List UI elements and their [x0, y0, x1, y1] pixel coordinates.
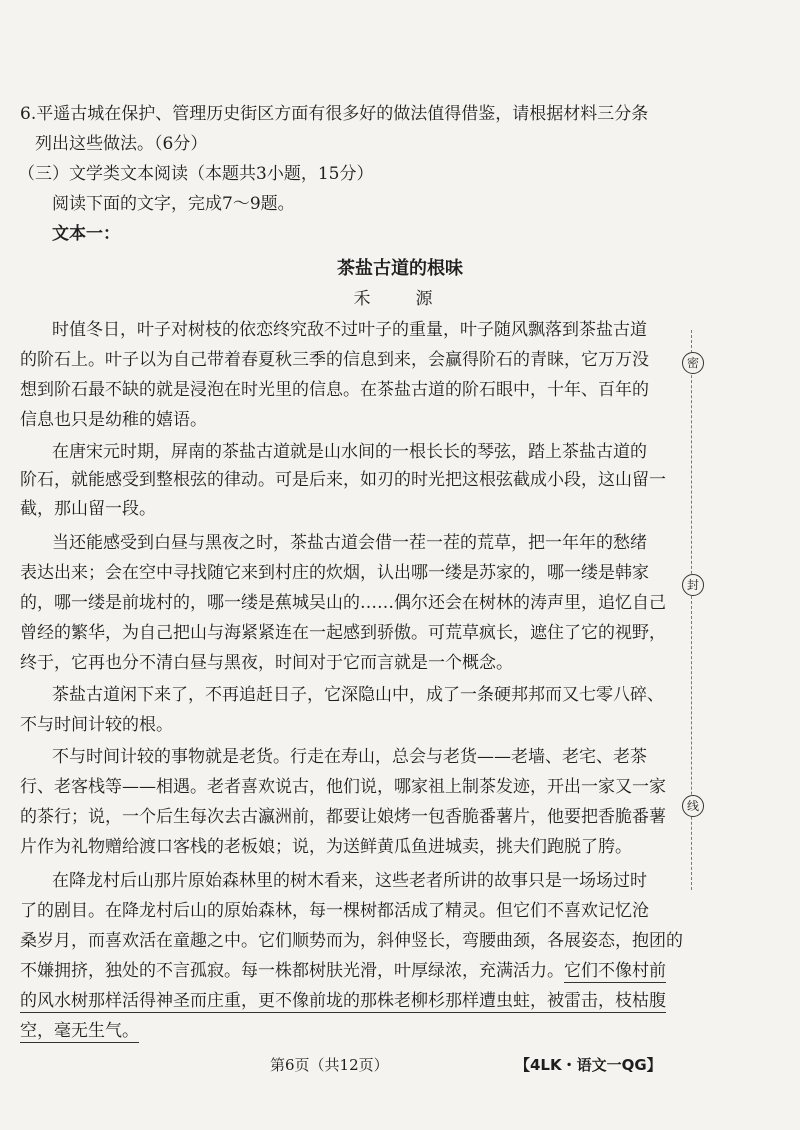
paragraph-6-line: 了的剧目。在降龙村后山的原始森林，每一棵树都活成了精灵。但它们不喜欢记忆沧 — [20, 901, 649, 921]
paragraph-5-line: 片作为礼物赠给渡口客栈的老板娘；说，为送鲜黄瓜鱼进城卖，挑夫们跑脱了胯。 — [20, 837, 632, 857]
question-6-line-1: 6.平遥古城在保护、管理历史街区方面有很多好的做法值得借鉴，请根据材料三分条 — [20, 104, 649, 124]
seal-mark-mi: 密 — [682, 352, 704, 374]
section-heading: （三）文学类文本阅读（本题共3小题，15分） — [18, 164, 374, 184]
paragraph-1-line: 想到阶石最不缺的就是浸泡在时光里的信息。在茶盐古道的阶石眼中，十年、百年的 — [20, 380, 649, 400]
paragraph-2-line: 截，那山留一段。 — [20, 499, 156, 519]
paragraph-1-line: 信息也只是幼稚的嬉语。 — [20, 410, 207, 430]
paragraph-3-line: 的，哪一缕是前垅村的，哪一缕是蕉城吴山的……偶尔还会在树林的涛声里，追忆自己 — [20, 593, 666, 613]
text-one-label: 文本一： — [52, 224, 120, 244]
paragraph-3-line: 终于，它再也分不清白昼与黑夜，时间对于它而言就是一个概念。 — [20, 653, 513, 673]
seal-mark-xian: 线 — [682, 795, 704, 817]
paragraph-6-line — [0, 959, 800, 983]
underlined-text: 空，毫无生气。 — [20, 1021, 139, 1041]
page-footer — [0, 1052, 800, 1078]
paragraph-6-line — [0, 989, 800, 1013]
paragraph-6-line — [0, 1019, 800, 1043]
paragraph-4-line: 不与时间计较的根。 — [20, 715, 173, 735]
paragraph-1-line: 时值冬日，叶子对树枝的依恋终究敌不过叶子的重量，叶子随风飘落到茶盐古道 — [52, 320, 647, 340]
underlined-text: 的风水树那样活得神圣而庄重，更不像前垅的那株老柳杉那样遭虫蛀，被雷击，枝枯腹 — [20, 991, 666, 1011]
paragraph-2-line: 阶石，就能感受到整根弦的律动。可是后来，如刃的时光把这根弦截成小段，这山留一 — [20, 470, 666, 490]
paragraph-5-line: 的茶行；说，一个后生每次去古瀛洲前，都要让娘烤一包香脆番薯片，他要把香脆番薯 — [20, 807, 666, 827]
underlined-text: 它们不像村前 — [564, 961, 666, 981]
article-author: 禾 源 — [353, 289, 447, 309]
paragraph-1-line: 的阶石上。叶子以为自己带着春夏秋三季的信息到来，会赢得阶石的青睐，它万万没 — [20, 350, 649, 370]
paragraph-5-line: 行、老客栈等——相遇。老者喜欢说古，他们说，哪家祖上制茶发迹，开出一家又一家 — [20, 777, 666, 797]
article-title: 茶盐古道的根味 — [337, 258, 463, 279]
paragraph-5-line: 不与时间计较的事物就是老货。行走在寿山，总会与老货——老墙、老宅、老茶 — [52, 747, 647, 767]
plain-text: 不嫌拥挤，独处的不言孤寂。每一株都树肤光滑，叶厚绿浓，充满活力。 — [20, 961, 564, 981]
question-6-line-2: 列出这些做法。（6分） — [35, 134, 208, 154]
paragraph-6-line: 桑岁月，而喜欢活在童趣之中。它们顺势而为，斜伸竖长，弯腰曲颈，各展姿态，抱团的 — [20, 931, 683, 951]
exam-code: 【4LK・语文一QG】 — [515, 1056, 662, 1074]
paragraph-6-line: 在降龙村后山那片原始森林里的树木看来，这些老者所讲的故事只是一场场过时 — [52, 871, 647, 891]
paragraph-3-line: 曾经的繁华，为自己把山与海紧紧连在一起感到骄傲。可荒草疯长，遮住了它的视野， — [20, 623, 666, 643]
seal-mark-feng: 封 — [682, 574, 704, 596]
page-number: 第6页（共12页） — [270, 1056, 389, 1074]
paragraph-4-line: 茶盐古道闲下来了，不再追赶日子，它深隐山中，成了一条硬邦邦而又七零八碎、 — [52, 685, 664, 705]
paragraph-3-line: 当还能感受到白昼与黑夜之时，茶盐古道会借一茬一茬的荒草，把一年年的愁绪 — [52, 533, 647, 553]
paragraph-2-line: 在唐宋元时期，屏南的茶盐古道就是山水间的一根长长的琴弦，踏上茶盐古道的 — [52, 442, 647, 462]
paragraph-3-line: 表达出来；会在空中寻找随它来到村庄的炊烟，认出哪一缕是苏家的，哪一缕是韩家 — [20, 563, 649, 583]
reading-instruction: 阅读下面的文字，完成7～9题。 — [52, 194, 295, 214]
